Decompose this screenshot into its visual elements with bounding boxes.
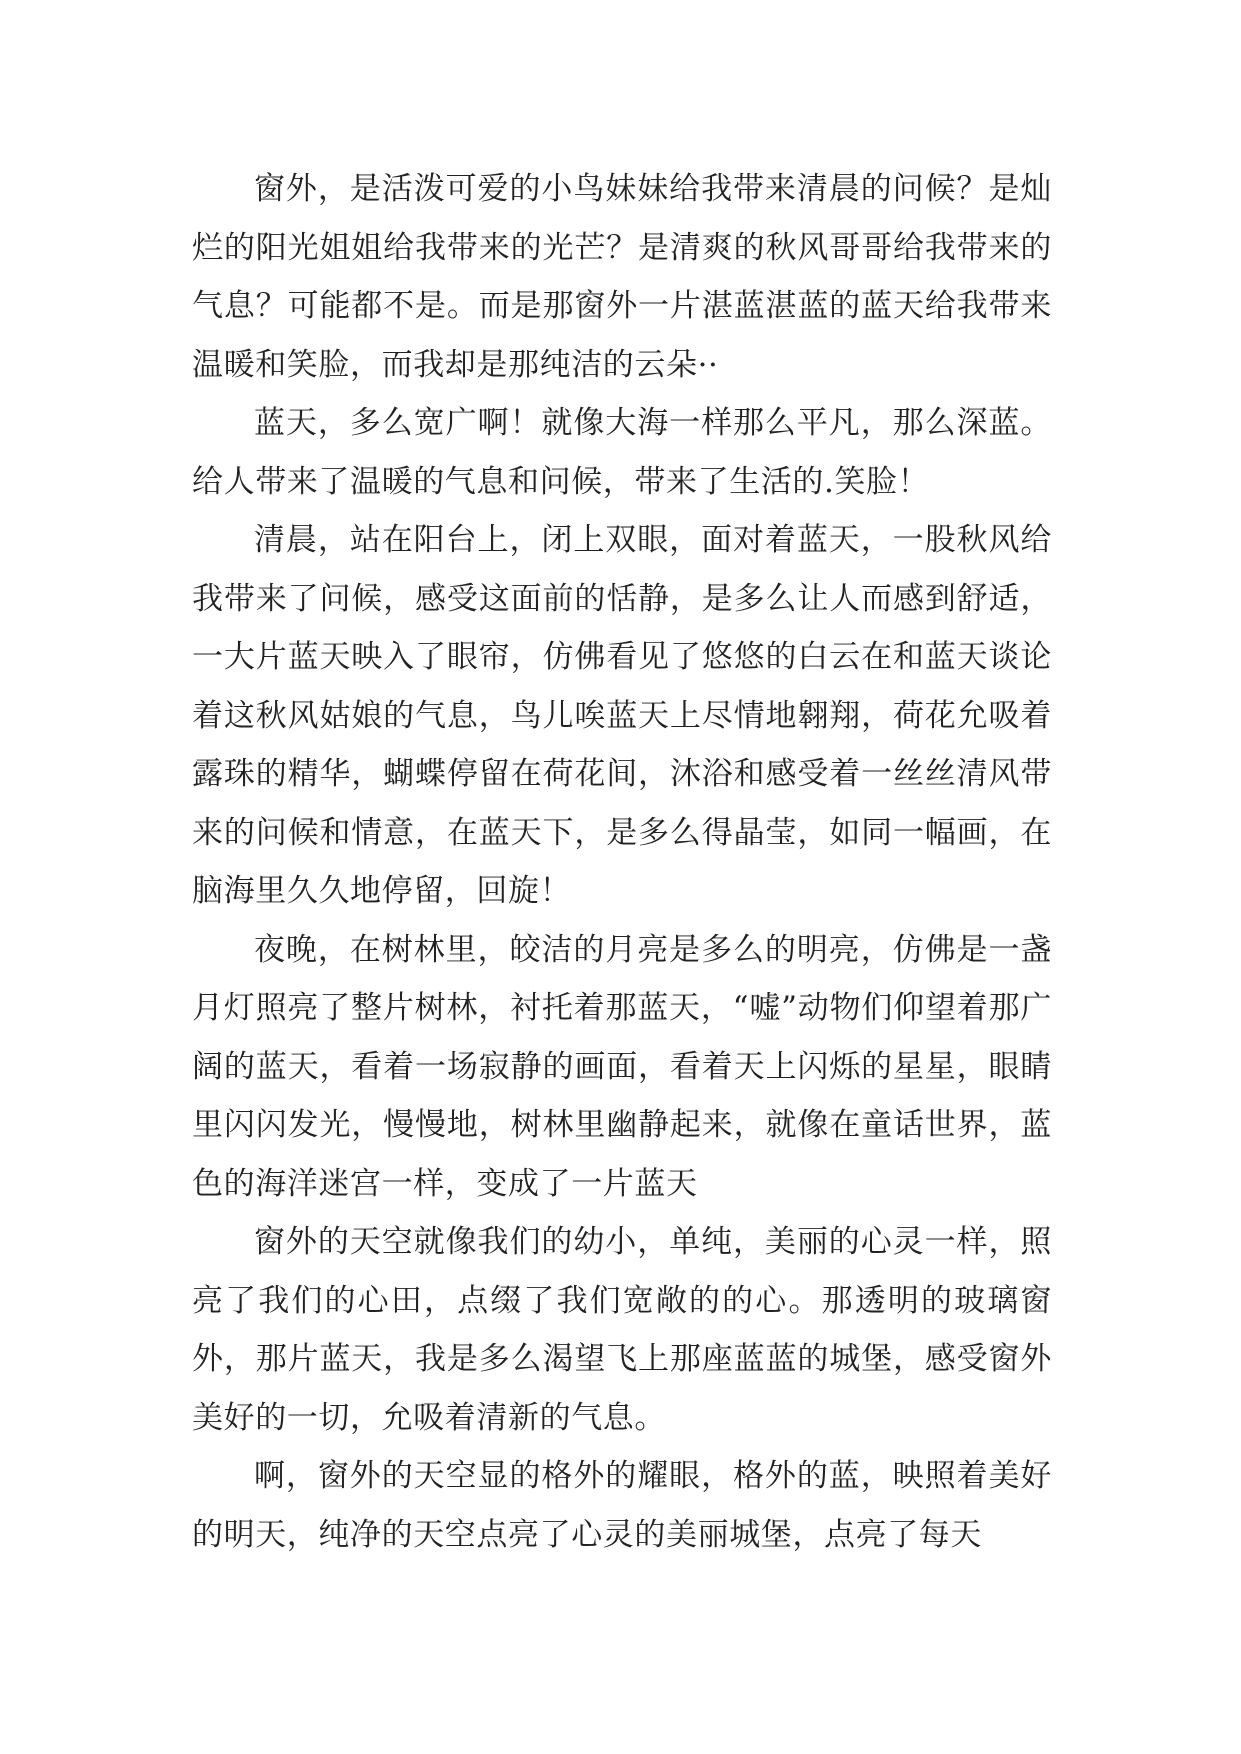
document-body — [192, 160, 1052, 1564]
paragraph-5: 窗外的天空就像我们的幼小，单纯，美丽的心灵一样，照亮了我们的心田，点缀了我们宽敞的的心。那透明的玻璃窗外，那片蓝天，我是多么渴望飞上那座蓝蓝的城堡，感受窗外美好的一切，允吸着清新的气息。 — [192, 1224, 1052, 1436]
paragraph-4: 夜晚，在树林里，皎洁的月亮是多么的明亮，仿佛是一盏月灯照亮了整片树林，衬托着那蓝天，“嘘”动物们仰望着那广阔的蓝天，看着一场寂静的画面，看着天上闪烁的星星，眼睛里闪闪发光，慢慢地，树林里幽静起来，就像在童话世界，蓝色的海洋迷宫一样，变成了一片蓝天 — [192, 931, 1052, 1202]
paragraph-3: 清晨，站在阳台上，闭上双眼，面对着蓝天，一股秋风给我带来了问候，感受这面前的恬静，是多么让人而感到舒适，一大片蓝天映入了眼帘，仿佛看见了悠悠的白云在和蓝天谈论着这秋风姑娘的气息，鸟儿唉蓝天上尽情地翱翔，荷花允吸着露珠的精华，蝴蝶停留在荷花间，沐浴和感受着一丝丝清风带来的问候和情意，在蓝天下，是多么得晶莹，如同一幅画，在脑海里久久地停留，回旋！ — [192, 522, 1052, 909]
paragraph-2: 蓝天，多么宽广啊！就像大海一样那么平凡，那么深蓝。给人带来了温暖的气息和问候，带来了生活的.笑脸！ — [192, 405, 1052, 500]
paragraph-6: 啊，窗外的天空显的格外的耀眼，格外的蓝，映照着美好的明天，纯净的天空点亮了心灵的美丽城堡，点亮了每天 — [192, 1458, 1052, 1553]
paragraph-1: 窗外，是活泼可爱的小鸟妹妹给我带来清晨的问候？是灿烂的阳光姐姐给我带来的光芒？是清爽的秋风哥哥给我带来的气息？可能都不是。而是那窗外一片湛蓝湛蓝的蓝天给我带来温暖和笑脸，而我却是那纯洁的云朵·· — [192, 171, 1052, 383]
